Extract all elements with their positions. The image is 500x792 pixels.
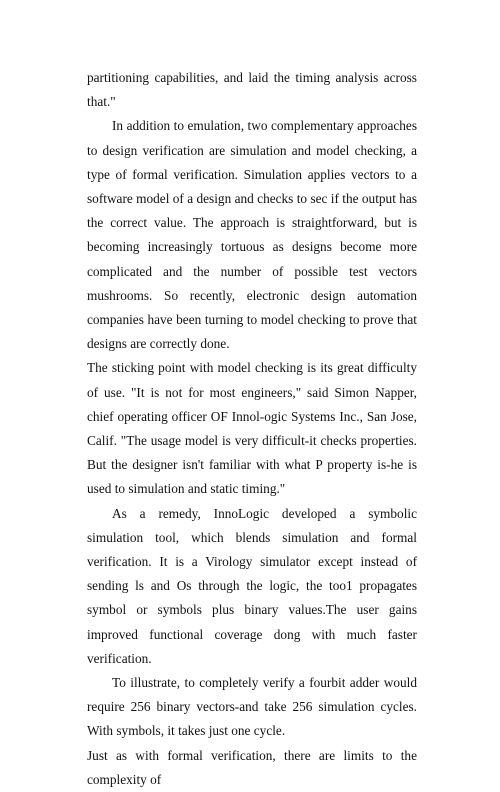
paragraph-3: The sticking point with model checking is its great difficulty of use. "It is not for most engineers," said Simon Napper, chief operating officer OF Innol-ogic Systems Inc., San Jose, Calif. "The usage model is very difficult-it checks properties. But the designer isn't familiar with what P property is-he is used to simulation and static timing." bbox=[87, 360, 417, 497]
paragraph-2: In addition to emulation, two complementary approaches to design verification are simulation and model checking, a type of formal verification. Simulation applies vectors to a software model of a design and checks to sec if the output has the correct value. The approach is straightforward, but is becoming increasingly tortuous as designs become more complicated and the number of possible test vectors mushrooms. So recently, electronic design automation companies have been turning to model checking to prove that designs are correctly done. bbox=[87, 118, 417, 352]
paragraph-4: As a remedy, InnoLogic developed a symbolic simulation tool, which blends simulation and formal verification. It is a Virology simulator except instead of sending ls and Os through the logic, the too1 propagates symbol or symbols plus binary values.The user gains improved functional coverage dong with much faster verification. bbox=[87, 505, 417, 666]
paragraph-6: Just as with formal verification, there are limits to the complexity of bbox=[87, 747, 417, 787]
paragraph-5: To illustrate, to completely verify a fourbit adder would require 256 binary vectors-and take 256 simulation cycles. With symbols, it takes just one cycle. bbox=[87, 675, 417, 739]
document-body bbox=[87, 66, 417, 792]
paragraph-1: partitioning capabilities, and laid the timing analysis across that." bbox=[87, 70, 417, 110]
